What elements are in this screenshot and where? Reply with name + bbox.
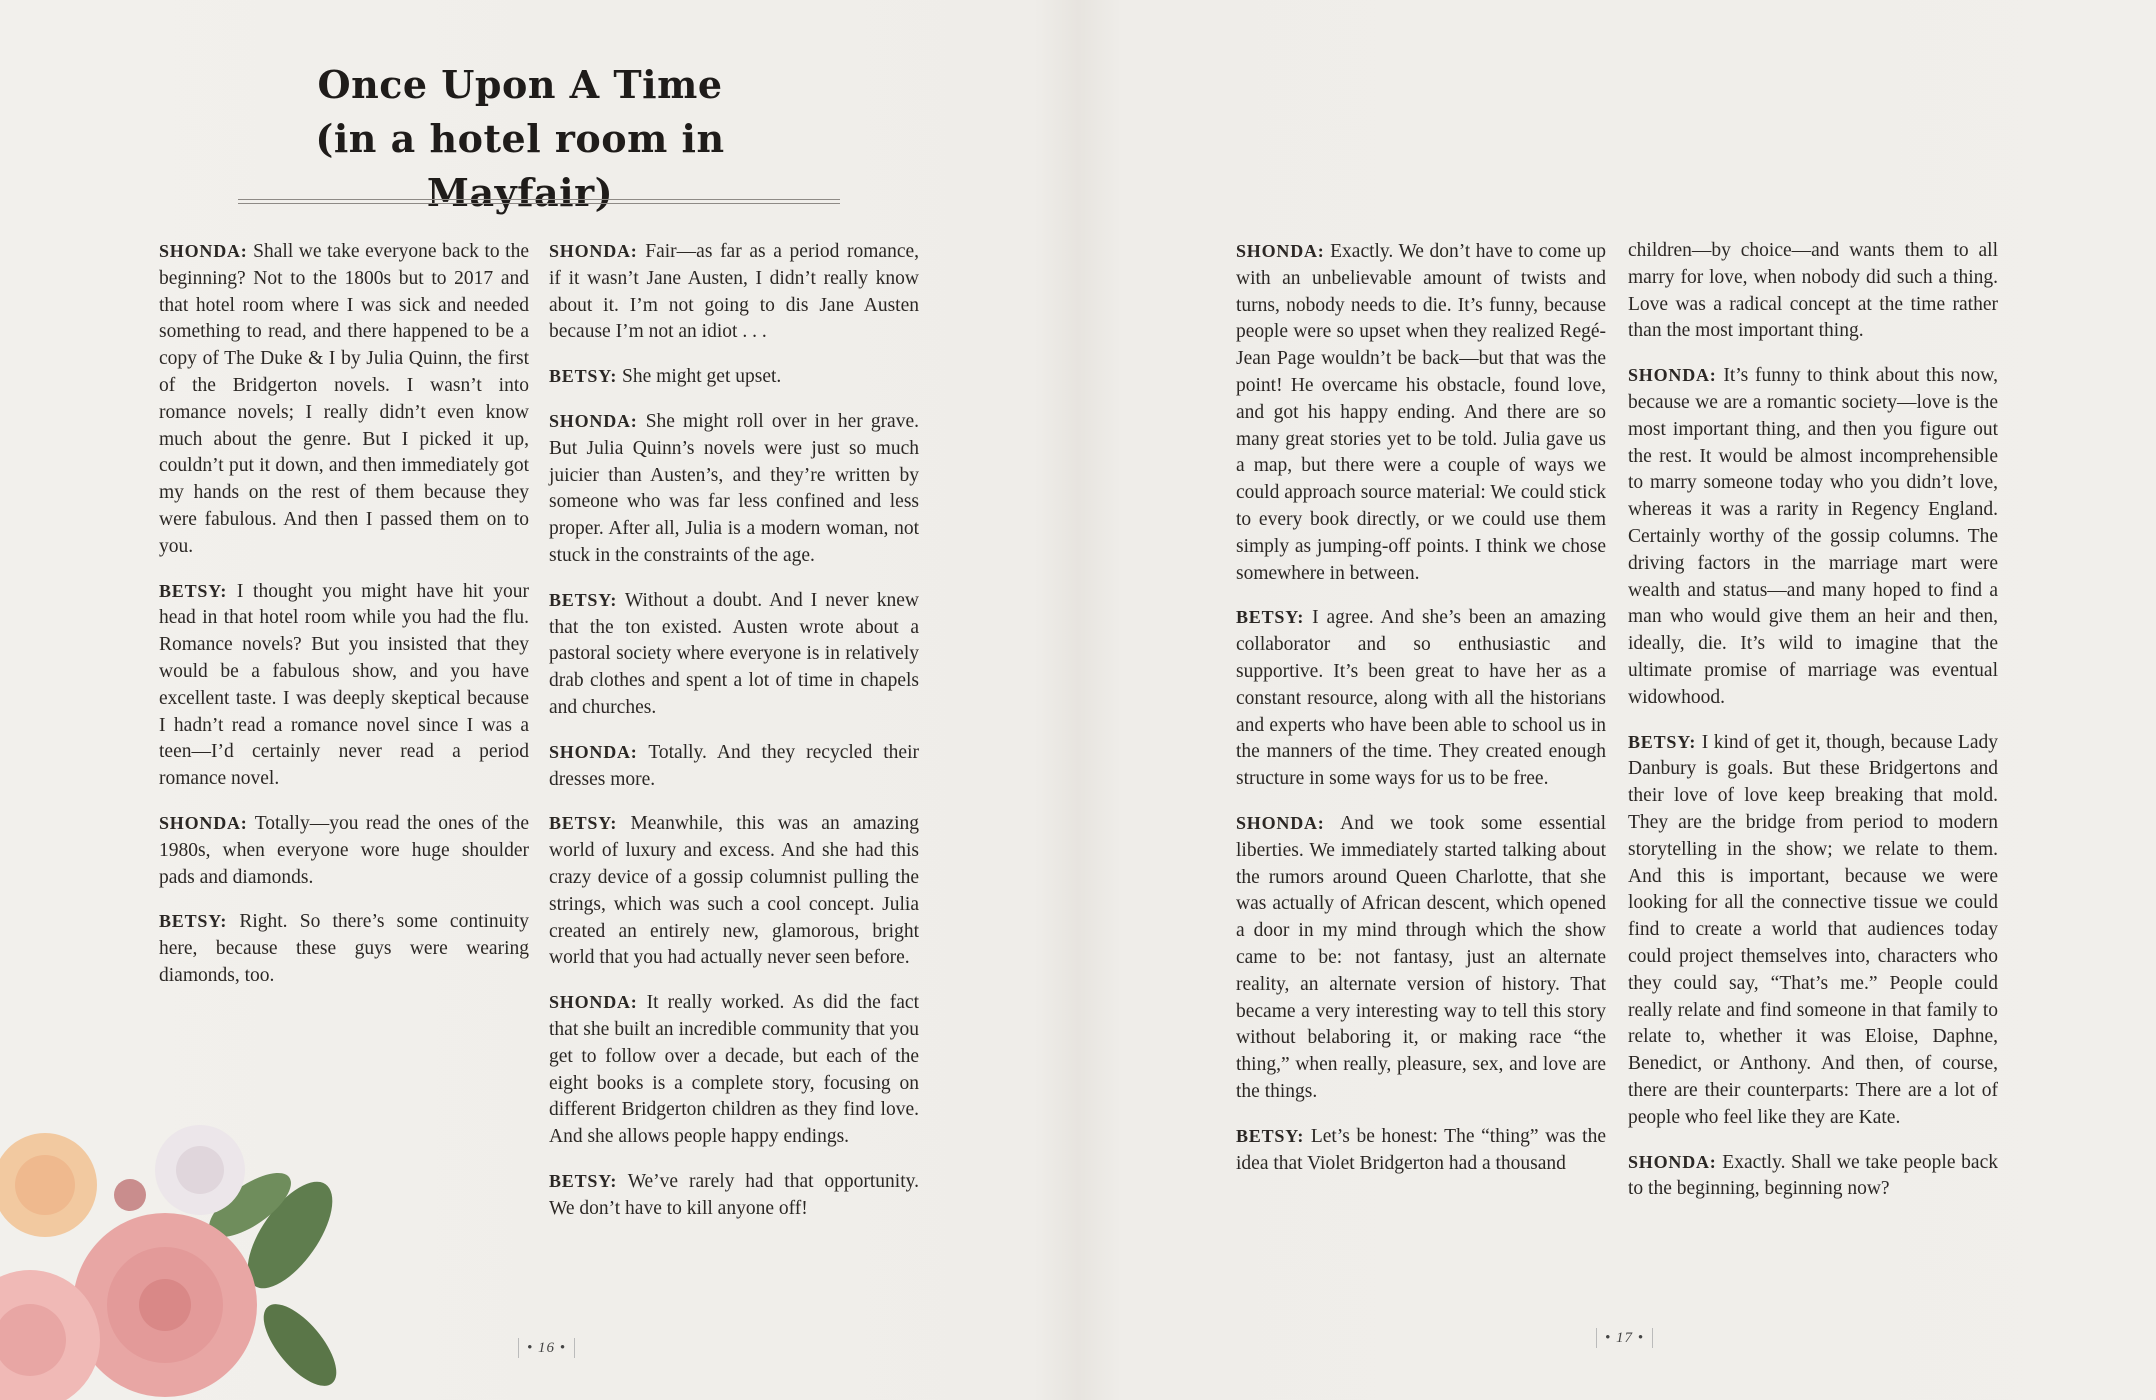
- paragraph-text: Let’s be honest: The “thing” was the idea that Violet Bridgerton had a thousand: [1236, 1125, 1606, 1174]
- paragraph-text: And we took some essential liberties. We immediately started talking about the rumors around Queen Charlotte, that she was actually of African descent, which opened a door in my mind through which the show came to be: not fantasy, just an alternate reality, an alternate version of history. That became a very interesting way to tell this story without belaboring it, or making race “the thing,” when really, pleasure, sex, and love are the things.: [1236, 812, 1606, 1102]
- paragraph-text: Totally. And they recycled their dresses more.: [549, 741, 919, 790]
- dialogue-paragraph: [549, 739, 919, 794]
- speaker-name: BETSY:: [1236, 1125, 1305, 1146]
- dialogue-paragraph: [549, 1168, 919, 1223]
- dialogue-paragraph: [159, 810, 529, 891]
- text-column-4: [1628, 238, 1998, 1220]
- page-number-left: • 16 •: [518, 1340, 575, 1357]
- dialogue-paragraph: [1628, 729, 1998, 1132]
- paragraph-text: We’ve rarely had that opportunity. We don’t have to kill anyone off!: [549, 1170, 919, 1219]
- dialogue-paragraph: [549, 408, 919, 570]
- speaker-name: BETSY:: [549, 366, 618, 387]
- dialogue-paragraph: [1236, 810, 1606, 1106]
- paragraph-text: I agree. And she’s been an amazing collaborator and so enthusiastic and supportive. It’s been great to have her as a constant resource, along with all the historians and experts who have been able to school us in the manners of the time. They created enough structure in some ways for us to be free.: [1236, 607, 1607, 790]
- paragraph-text: children—by choice—and wants them to all marry for love, when nobody did such a thing. Love was a radical concept at the time rather than the most important thing.: [1628, 240, 1998, 342]
- dialogue-paragraph: [1628, 238, 1998, 345]
- speaker-name: SHONDA:: [159, 241, 248, 261]
- chapter-title: [240, 58, 800, 220]
- paragraph-text: Right. So there’s some continuity here, because these guys were wearing diamonds, too.: [159, 911, 530, 986]
- dialogue-paragraph: [549, 363, 919, 391]
- page-number-right: • 17 •: [1596, 1330, 1653, 1347]
- title-divider: [238, 199, 840, 204]
- dialogue-paragraph: [1236, 238, 1606, 587]
- floral-illustration: [0, 1115, 360, 1400]
- paragraph-text: Shall we take everyone back to the beginning? Not to the 1800s but to 2017 and that hotel room where I was sick and needed something to read, and there happened to be a copy of The Duke & I by Julia Quinn, the first of the Bridgerton novels. I wasn’t into romance novels; I really didn’t even know much about the genre. But I picked it up, couldn’t put it down, and then immediately got my hands on the rest of them because they were fabulous. And then I passed them on to you.: [159, 241, 529, 557]
- speaker-name: BETSY:: [549, 589, 618, 610]
- dialogue-paragraph: [549, 238, 919, 346]
- paragraph-text: It’s funny to think about this now, because we are a romantic society—love is the most important thing, and then you figure out the rest. It would be almost incomprehensible to marry someone today who you didn’t love, whereas it was a rarity in Regency England. Certainly worthy of the gossip columns. The driving factors in the marriage mart were wealth and status—and many hoped to find a man who would give them an heir and then, ideally, die. It’s wild to imagine that the ultimate promise of marriage was eventual widowhood.: [1628, 365, 1998, 708]
- speaker-name: BETSY:: [159, 580, 228, 601]
- paragraph-text: Fair—as far as a period romance, if it wasn’t Jane Austen, I didn’t really know about it. I’m not going to dis Jane Austen because I’m not an idiot . . .: [549, 241, 920, 343]
- paragraph-text: Totally—you read the ones of the 1980s, when everyone wore huge shoulder pads and diamonds.: [159, 812, 529, 888]
- speaker-name: SHONDA:: [1236, 241, 1325, 261]
- speaker-name: SHONDA:: [159, 812, 248, 833]
- dialogue-paragraph: [549, 587, 919, 722]
- dialogue-paragraph: [159, 908, 529, 989]
- paragraph-text: Meanwhile, this was an amazing world of luxury and excess. And she had this crazy device of a gossip columnist pulling the strings, which was such a cool concept. Julia created an entirely new, glamorous, bright world that you had actually never seen before.: [549, 813, 920, 969]
- paragraph-text: Exactly. We don’t have to come up with an unbelievable amount of twists and turns, nobody needs to die. It’s funny, because people were so upset when they realized Regé-Jean Page wouldn’t be back—but that was the point! He overcame his obstacle, found love, and got his happy ending. And there are so many great stories yet to be told. Julia gave us a map, but there were a couple of ways we could approach source material: We could stick to every book directly, or we could use them simply as jumping-off points. I think we chose somewhere in between.: [1236, 241, 1607, 584]
- speaker-name: SHONDA:: [549, 992, 638, 1013]
- speaker-name: BETSY:: [549, 813, 618, 834]
- dialogue-paragraph: [1628, 1149, 1998, 1204]
- speaker-name: BETSY:: [159, 911, 228, 932]
- paragraph-text: She might get upset.: [622, 366, 782, 388]
- paragraph-text: Without a doubt. And I never knew that the ton existed. Austen wrote about a pastoral society where everyone is in relatively drab clothes and spent a lot of time in chapels and churches.: [549, 589, 919, 718]
- title-line-2: (in a hotel room in Mayfair): [315, 116, 725, 215]
- speaker-name: SHONDA:: [549, 741, 638, 762]
- title-line-1: Once Upon A Time: [317, 62, 723, 107]
- paragraph-text: She might roll over in her grave. But Julia Quinn’s novels were just so much juicier than Austen’s, and they’re written by someone who was far less confined and less proper. After all, Julia is a modern woman, not stuck in the constraints of the age.: [549, 410, 919, 566]
- text-column-1: [159, 238, 529, 1007]
- dialogue-paragraph: [549, 989, 919, 1151]
- speaker-name: SHONDA:: [1236, 812, 1325, 833]
- text-column-2: [549, 238, 919, 1240]
- speaker-name: BETSY:: [1628, 731, 1697, 752]
- dialogue-paragraph: [549, 810, 919, 972]
- paragraph-text: Exactly. Shall we take people back to the beginning, beginning now?: [1628, 1151, 1998, 1200]
- paragraph-text: I kind of get it, though, because Lady Danbury is goals. But these Bridgertons and their love of love keep breaking that mold. They are the bridge from period to modern storytelling in the show; we relate to them. And this is important, because we were looking for all the connective tissue we could find to create a world that audiences today could project themselves into, characters who they could say, “That’s me.” People could really relate and find someone in that family to relate to, whether it was Eloise, Daphne, Benedict, or Anthony. And then, of course, there are their counterparts: There are a lot of people who feel like they are Kate.: [1628, 731, 1998, 1128]
- dialogue-paragraph: [1236, 604, 1606, 793]
- speaker-name: SHONDA:: [549, 410, 638, 431]
- paragraph-text: I thought you might have hit your head in that hotel room while you had the flu. Romance novels? But you insisted that they would be a fabulous show, and you have excellent taste. I was deeply skeptical because I hadn’t read a romance novel since I was a teen—I’d certainly never read a period romance novel.: [159, 580, 529, 790]
- dialogue-paragraph: [1628, 362, 1998, 711]
- dialogue-paragraph: [1236, 1123, 1606, 1178]
- speaker-name: BETSY:: [1236, 607, 1305, 628]
- speaker-name: SHONDA:: [549, 241, 638, 261]
- speaker-name: SHONDA:: [1628, 365, 1717, 386]
- speaker-name: SHONDA:: [1628, 1151, 1717, 1172]
- speaker-name: BETSY:: [549, 1170, 618, 1191]
- dialogue-paragraph: [159, 238, 529, 561]
- text-column-3: [1236, 238, 1606, 1194]
- paragraph-text: It really worked. As did the fact that she built an incredible community that you get to follow over a decade, but each of the eight books is a complete story, focusing on different Bridgerton children as they find love. And she allows people happy endings.: [549, 992, 920, 1148]
- dialogue-paragraph: [159, 578, 529, 793]
